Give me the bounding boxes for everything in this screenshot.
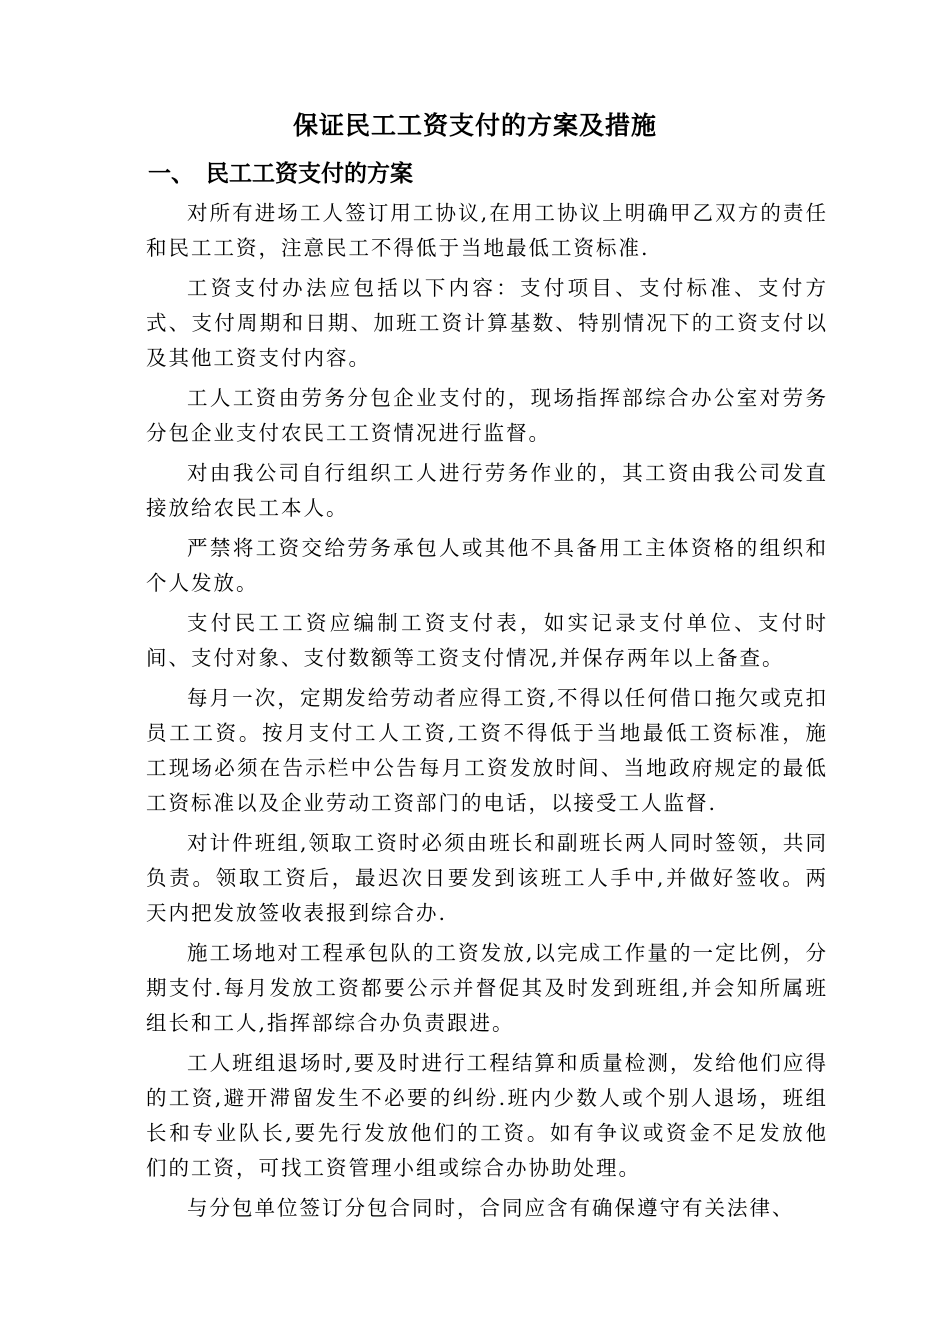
paragraph: 工人工资由劳务分包企业支付的，现场指挥部综合办公室对劳务分包企业支付农民工工资情况进行监督。: [146, 386, 828, 445]
paragraph: 每月一次，定期发给劳动者应得工资,不得以任何借口拖欠或克扣员工工资。按月支付工人工资,工资不得低于当地最低工资标准，施工现场必须在告示栏中公告每月工资发放时间、当地政府规定的最低工资标准以及企业劳动工资部门的电话，以接受工人监督.: [146, 686, 828, 815]
paragraph: 与分包单位签订分包合同时，合同应含有确保遵守有关法律、: [187, 1196, 795, 1220]
paragraph: 支付民工工资应编制工资支付表，如实记录支付单位、支付时间、支付对象、支付数额等工资支付情况,并保存两年以上备查。: [146, 611, 828, 670]
paragraph: 施工场地对工程承包队的工资发放,以完成工作量的一定比例，分期支付.每月发放工资都要公示并督促其及时发到班组,并会知所属班组长和工人,指挥部综合办负责跟进。: [146, 941, 828, 1035]
paragraph: 对计件班组,领取工资时必须由班长和副班长两人同时签领，共同负责。领取工资后，最迟次日要发到该班工人手中,并做好签收。两天内把发放签收表报到综合办.: [146, 831, 828, 925]
paragraph: 工资支付办法应包括以下内容：支付项目、支付标准、支付方式、支付周期和日期、加班工资计算基数、特别情况下的工资支付以及其他工资支付内容。: [146, 276, 828, 370]
document-title: 保证民工工资支付的方案及措施: [292, 111, 657, 140]
paragraph: 工人班组退场时,要及时进行工程结算和质量检测，发给他们应得的工资,避开滞留发生不必要的纠纷.班内少数人或个别人退场，班组长和专业队长,要先行发放他们的工资。如有争议或资金不足发放他们的工资，可找工资管理小组或综合办协助处理。: [146, 1051, 828, 1180]
section-heading: [148, 156, 413, 192]
paragraph: 严禁将工资交给劳务承包人或其他不具备用工主体资格的组织和个人发放。: [146, 536, 828, 595]
paragraph: 对由我公司自行组织工人进行劳务作业的，其工资由我公司发直接放给农民工本人。: [146, 461, 828, 520]
paragraph: 对所有进场工人签订用工协议,在用工协议上明确甲乙双方的责任和民工工资，注意民工不得低于当地最低工资标准.: [146, 201, 828, 260]
section-number: 一、: [148, 161, 194, 187]
body-text: [146, 196, 828, 1231]
section-heading-text: 民工工资支付的方案: [206, 161, 413, 187]
